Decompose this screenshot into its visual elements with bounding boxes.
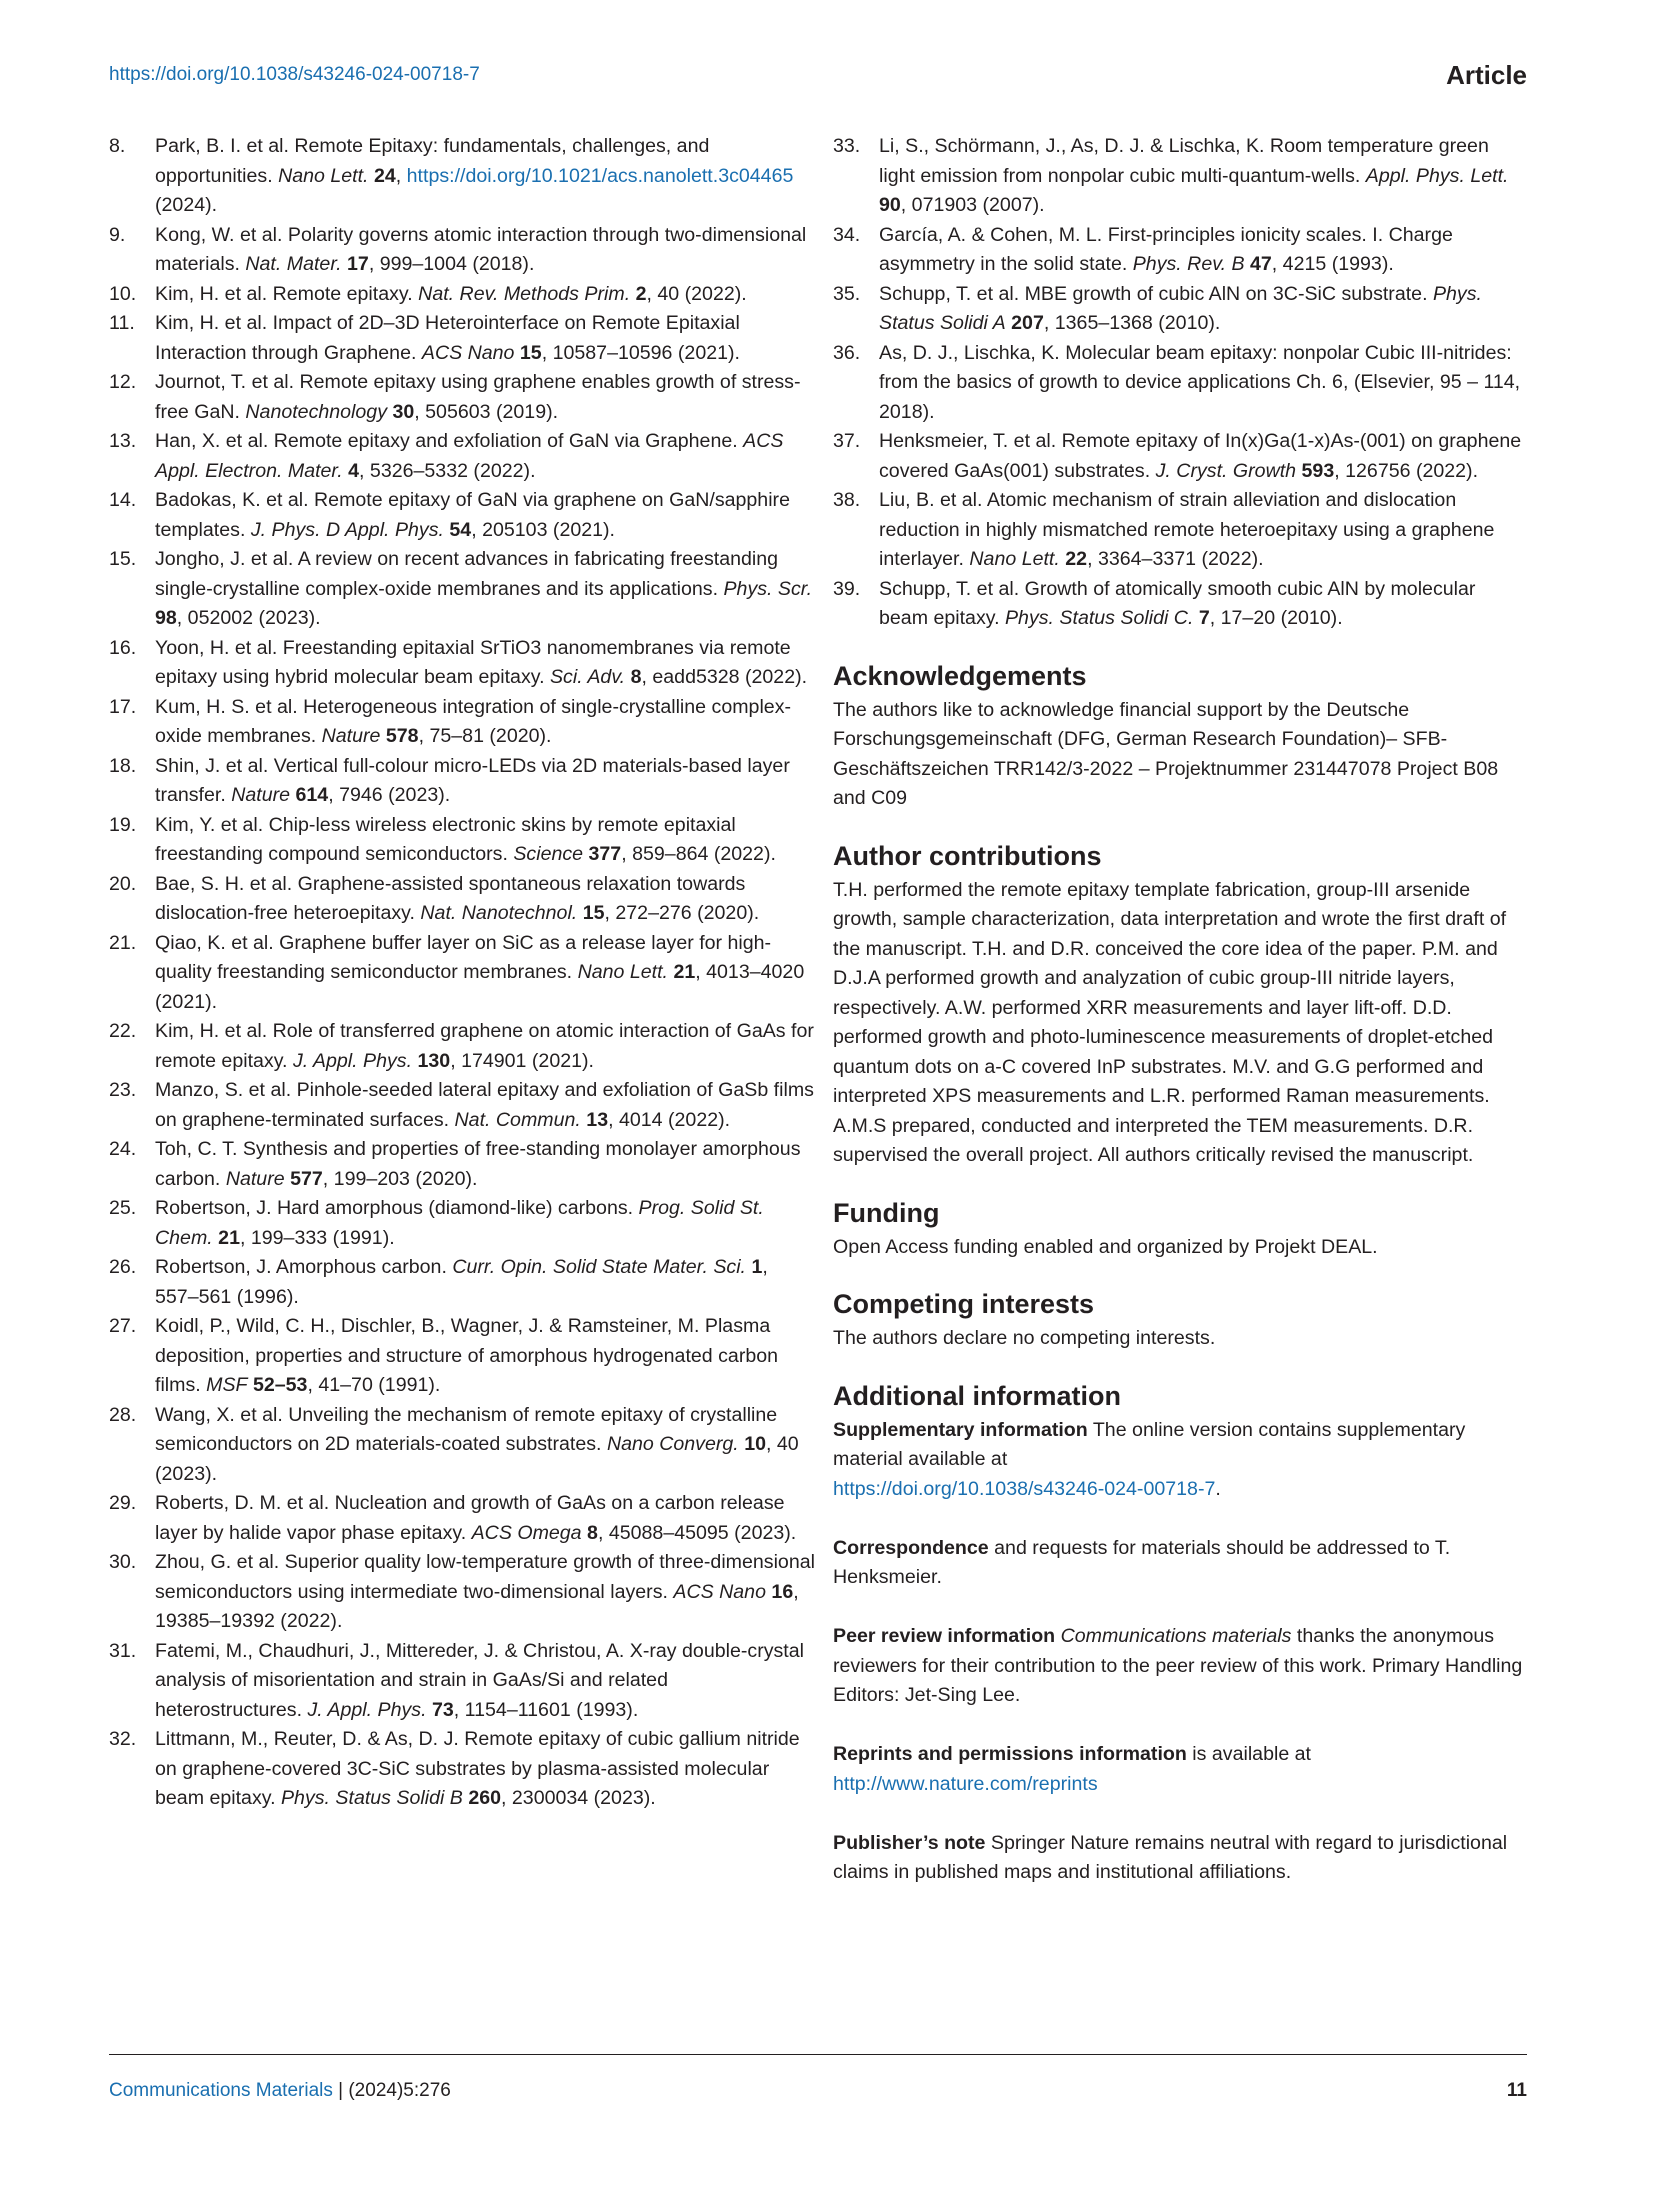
reference-text-segment: Zhou, G. et al. Superior quality low-temperature growth of three-dimensional semiconductors using intermediate two-dimensional layers.: [155, 1551, 815, 1603]
volume-number: 2: [635, 282, 647, 305]
right-column: [833, 132, 1527, 1917]
reference-text-segment: Schupp, T. et al. Growth of atomically smooth cubic AlN by molecular beam epitaxy.: [879, 577, 1476, 629]
reference-text-segment: , 1154–11601 (1993).: [453, 1698, 639, 1721]
correspondence: [833, 1534, 1527, 1593]
reference-number: 23.: [109, 1079, 137, 1101]
reference-text-segment: Kim, H. et al. Role of transferred graphene on atomic interaction of GaAs for remote epitaxy.: [155, 1020, 814, 1072]
additional-information-heading: Additional information: [833, 1380, 1121, 1411]
volume-number: 260: [468, 1787, 502, 1809]
reference-text-segment: , 7946 (2023).: [328, 784, 451, 806]
reference-number: 14.: [109, 489, 137, 511]
reference-text-segment: , 999–1004 (2018).: [368, 253, 535, 275]
reference-doi-link[interactable]: https://doi.org/10.1021/acs.nanolett.3c04465: [406, 164, 794, 187]
reference-text-segment: Littmann, M., Reuter, D. & As, D. J. Remote epitaxy of cubic gallium nitride on graphene-covered 3C-SiC substrates by plasma-assisted molecular beam epitaxy.: [155, 1728, 800, 1809]
footer-journal-name[interactable]: Communications Materials: [109, 2080, 333, 2101]
reprints-link[interactable]: http://www.nature.com/reprints: [833, 1772, 1098, 1795]
journal-name: Nat. Mater.: [245, 253, 342, 275]
reference-number: 28.: [109, 1403, 137, 1426]
reference-item: [833, 280, 1527, 339]
reference-item: [109, 1637, 815, 1726]
reference-text-segment: Kim, H. et al. Impact of 2D–3D Heterointerface on Remote Epitaxial Interaction through Graphene.: [155, 312, 740, 364]
journal-name: Phys. Scr.: [723, 577, 813, 600]
journal-name: Nature: [321, 725, 381, 747]
journal-name: J. Appl. Phys.: [307, 1698, 427, 1721]
reference-text-segment: Manzo, S. et al. Pinhole-seeded lateral epitaxy and exfoliation of GaSb films on graphene-terminated surfaces.: [155, 1079, 814, 1131]
reference-text: [155, 1637, 815, 1726]
correspondence-text: and requests for materials should be addressed to T. Henksmeier.: [833, 1536, 1451, 1588]
reference-text-segment: Han, X. et al. Remote epitaxy and exfoliation of GaN via Graphene.: [155, 430, 744, 452]
reference-text-segment: , 75–81 (2020).: [418, 725, 552, 747]
reference-text: [155, 1017, 815, 1076]
acknowledgements-text: The authors like to acknowledge financial support by the Deutsche Forschungsgemeinschaft (DFG, German Research Foundation)– SFB-Geschäftszeichen TRR142/3-2022 – Projektnummer 231447078 Project B08 and C09: [833, 698, 1499, 809]
volume-number: 17: [347, 253, 369, 275]
reference-text: [155, 1489, 815, 1548]
journal-name: Nano Lett.: [278, 164, 369, 187]
reference-list: [833, 132, 1527, 634]
journal-name: Nano Lett.: [969, 548, 1060, 570]
volume-number: 21: [218, 1226, 240, 1249]
volume-number: 614: [295, 784, 329, 806]
reference-text-segment: , 199–203 (2020).: [322, 1167, 478, 1190]
reference-item: [109, 693, 815, 752]
reference-item: [109, 132, 815, 221]
reference-number: 16.: [109, 636, 137, 659]
reference-number: 25.: [109, 1197, 137, 1219]
reference-item: [109, 1076, 815, 1135]
journal-name: MSF: [206, 1374, 248, 1396]
reference-number: 32.: [109, 1728, 137, 1750]
reference-number: 34.: [833, 223, 861, 246]
reference-text-segment: As, D. J., Lischka, K. Molecular beam epitaxy: nonpolar Cubic III-nitrides: from the basics of growth to device applications Ch. 6, (Elsevier, 95 – 114, 2018).: [879, 341, 1521, 423]
reference-text-segment: , 4013–4020 (2021).: [155, 961, 805, 1013]
volume-number: 47: [1249, 253, 1272, 275]
publisher-note-text: Springer Nature remains neutral with regard to jurisdictional claims in published maps and institutional affiliations.: [833, 1831, 1508, 1883]
volume-number: 207: [1011, 312, 1044, 334]
reprints-label: Reprints and permissions information: [833, 1743, 1187, 1765]
reference-number: 20.: [109, 872, 137, 895]
volume-number: 15: [519, 341, 542, 364]
reference-item: [109, 752, 815, 811]
reference-text: [879, 575, 1527, 634]
journal-name: Sci. Adv.: [549, 666, 626, 688]
reference-item: [833, 427, 1527, 486]
reference-item: [833, 132, 1527, 221]
reprints-text: is available at: [1192, 1743, 1312, 1765]
reference-text-segment: , 505603 (2019).: [414, 400, 559, 423]
reference-text-segment: , 2300034 (2023).: [501, 1787, 656, 1809]
reference-number: 33.: [833, 135, 861, 157]
reference-number: 10.: [109, 282, 137, 305]
journal-name: Nat. Rev. Methods Prim.: [418, 282, 631, 305]
footer-volume-info: | (2024)5:276: [338, 2080, 451, 2101]
reference-text-segment: , 41–70 (1991).: [307, 1374, 441, 1396]
reference-text: [155, 1312, 815, 1401]
reference-text-segment: , 3364–3371 (2022).: [1087, 548, 1264, 570]
reference-text-segment: Roberts, D. M. et al. Nucleation and growth of GaAs on a carbon release layer by halide vapor phase epitaxy.: [155, 1492, 785, 1544]
reference-text: [879, 132, 1527, 221]
reference-text: [879, 221, 1527, 280]
reference-text-segment: Kum, H. S. et al. Heterogeneous integration of single-crystalline complex-oxide membranes.: [155, 695, 792, 747]
page-number: 11: [1506, 2080, 1527, 2101]
reference-text-segment: , 557–561 (1996).: [155, 1256, 768, 1308]
volume-number: 8: [587, 1521, 598, 1544]
reference-text: [155, 1401, 815, 1490]
journal-name: Phys. Status Solidi A: [879, 282, 1482, 334]
reference-text-segment: , 40 (2022).: [646, 282, 747, 305]
journal-name: Nanotechnology: [245, 400, 388, 423]
reference-text-segment: , 10587–10596 (2021).: [541, 341, 740, 364]
reference-text: [879, 427, 1527, 486]
reference-text: [155, 1135, 815, 1194]
reference-text-segment: Henksmeier, T. et al. Remote epitaxy of In(x)Ga(1-x)As-(001) on graphene covered GaAs(001) substrates.: [879, 430, 1522, 482]
volume-number: 1: [751, 1256, 763, 1278]
journal-name: Phys. Status Solidi B: [280, 1787, 463, 1809]
journal-name: ACS Nano: [673, 1580, 766, 1603]
reference-text: [155, 1194, 815, 1253]
journal-name: ACS Nano: [421, 341, 515, 364]
reference-text: [155, 221, 815, 280]
reference-text: [155, 545, 815, 634]
journal-name: ACS Appl. Electron. Mater.: [155, 430, 784, 482]
reference-text-segment: Fatemi, M., Chaudhuri, J., Mittereder, J. & Christou, A. X-ray double-crystal analysis of misorientation and strain in GaAs/Si and related heterostructures.: [155, 1639, 805, 1721]
reference-text-segment: , 126756 (2022).: [1334, 459, 1479, 482]
reference-item: [109, 545, 815, 634]
author-contributions-heading: Author contributions: [833, 840, 1102, 871]
reference-number: 27.: [109, 1315, 137, 1337]
journal-name: Nature: [225, 1167, 285, 1190]
volume-number: 15: [582, 902, 605, 924]
reference-number: 35.: [833, 282, 861, 305]
acknowledgements-heading: Acknowledgements: [833, 660, 1087, 691]
reference-text-segment: Bae, S. H. et al. Graphene-assisted spontaneous relaxation towards dislocation-free heteroepitaxy.: [155, 872, 746, 924]
reference-text-segment: Park, B. I. et al. Remote Epitaxy: fundamentals, challenges, and opportunities.: [155, 135, 710, 187]
volume-number: 10: [744, 1433, 766, 1455]
reprints-information: [833, 1740, 1527, 1799]
reference-text-segment: Jongho, J. et al. A review on recent advances in fabricating freestanding single-crystalline complex-oxide membranes and its applications.: [155, 548, 779, 600]
volume-number: 98: [155, 607, 177, 629]
reference-text-segment: , 859–864 (2022).: [621, 843, 776, 865]
reference-item: [109, 221, 815, 280]
journal-name: Curr. Opin. Solid State Mater. Sci.: [452, 1256, 746, 1278]
reference-number: 13.: [109, 430, 137, 452]
reference-number: 37.: [833, 430, 861, 452]
peer-review-information: [833, 1622, 1527, 1711]
volume-number: 7: [1198, 607, 1210, 629]
reference-text-segment: , 17–20 (2010).: [1209, 607, 1343, 629]
supplementary-information: Supplementary information The online version contains supplementary material available at https://doi.org/10.1038/s43246-024-00718-7.: [833, 1418, 1466, 1500]
reference-text-segment: , 40 (2023).: [155, 1433, 799, 1485]
reference-number: 19.: [109, 813, 137, 836]
reference-number: 22.: [109, 1020, 137, 1042]
journal-name: Prog. Solid St. Chem.: [155, 1197, 764, 1249]
reference-text-segment: , eadd5328 (2022).: [641, 666, 808, 688]
journal-name: Phys. Rev. B: [1132, 253, 1245, 275]
journal-name: J. Cryst. Growth: [1155, 459, 1297, 482]
journal-name: J. Phys. D Appl. Phys.: [250, 518, 444, 541]
reference-text: [155, 309, 815, 368]
volume-number: 377: [588, 843, 622, 865]
reference-item: [109, 1548, 815, 1637]
footer-citation: [109, 2080, 451, 2102]
reference-text-segment: , 174901 (2021).: [450, 1049, 594, 1072]
volume-number: 16: [771, 1580, 794, 1603]
reference-text-segment: Schupp, T. et al. MBE growth of cubic AlN on 3C-SiC substrate.: [879, 282, 1433, 305]
journal-name: ACS Omega: [471, 1521, 582, 1544]
reference-item: [109, 929, 815, 1018]
supplementary-text: The online version contains supplementary material available at: [833, 1418, 1466, 1470]
reference-item: [109, 427, 815, 486]
journal-name: Phys. Status Solidi C.: [1004, 607, 1194, 629]
reference-number: 38.: [833, 489, 861, 511]
reference-number: 18.: [109, 754, 137, 777]
reference-item: [109, 1253, 815, 1312]
article-type-label: Article: [1446, 60, 1527, 90]
reference-text: [155, 427, 815, 486]
reference-text-segment: , 205103 (2021).: [471, 518, 615, 541]
funding-text: Open Access funding enabled and organized by Projekt DEAL.: [833, 1235, 1378, 1258]
reference-text-segment: Li, S., Schörmann, J., As, D. J. & Lischka, K. Room temperature green light emission from nonpolar cubic multi-quantum-wells.: [879, 135, 1489, 187]
reference-text: [155, 1725, 815, 1814]
competing-interests-section: [833, 1287, 1527, 1354]
volume-number: 73: [432, 1698, 454, 1721]
funding-section: [833, 1196, 1527, 1263]
reference-item: [109, 1312, 815, 1401]
reference-text: [155, 870, 815, 929]
peer-review-label: Peer review information: [833, 1625, 1056, 1647]
reference-number: 21.: [109, 931, 137, 954]
reference-text: [155, 1253, 815, 1312]
reference-text: [155, 486, 815, 545]
reference-text-segment: ,: [395, 164, 407, 187]
reference-item: [109, 309, 815, 368]
doi-link[interactable]: https://doi.org/10.1038/s43246-024-00718-7: [109, 64, 480, 85]
reference-text-segment: Toh, C. T. Synthesis and properties of free-standing monolayer amorphous carbon.: [155, 1138, 801, 1190]
journal-name: Nat. Commun.: [454, 1108, 581, 1131]
reference-text-segment: , 199–333 (1991).: [239, 1226, 395, 1249]
competing-interests-text: The authors declare no competing interests.: [833, 1327, 1216, 1349]
reference-item: [109, 870, 815, 929]
correspondence-label: Correspondence: [833, 1536, 989, 1559]
volume-number: 8: [630, 666, 642, 688]
supplementary-label: Supplementary information: [833, 1418, 1088, 1441]
supplementary-link[interactable]: https://doi.org/10.1038/s43246-024-00718-7: [833, 1477, 1216, 1500]
reference-number: 15.: [109, 548, 137, 570]
reference-number: 24.: [109, 1138, 137, 1160]
reference-text: [155, 1548, 815, 1637]
reference-text-segment: Robertson, J. Hard amorphous (diamond-like) carbons.: [155, 1197, 639, 1219]
journal-name: Science: [513, 843, 584, 865]
reference-text-segment: Shin, J. et al. Vertical full-colour micro-LEDs via 2D materials-based layer transfer.: [155, 754, 790, 806]
volume-number: 21: [673, 961, 696, 983]
reference-item: [109, 811, 815, 870]
reference-text-segment: Robertson, J. Amorphous carbon.: [155, 1256, 453, 1278]
reference-text-segment: Koidl, P., Wild, C. H., Dischler, B., Wagner, J. & Ramsteiner, M. Plasma deposition, properties and structure of amorphous hydrogenated carbon films.: [155, 1315, 779, 1396]
journal-name: Nature: [231, 784, 291, 806]
reference-number: 9.: [109, 223, 126, 246]
acknowledgements-section: [833, 659, 1527, 814]
reference-text-segment: Yoon, H. et al. Freestanding epitaxial SrTiO3 nanomembranes via remote epitaxy using hybrid molecular beam epitaxy.: [155, 636, 791, 688]
reference-text: [155, 929, 815, 1018]
journal-name: Nano Lett.: [577, 961, 668, 983]
additional-information-section: [833, 1379, 1527, 1888]
reference-item: [109, 280, 815, 310]
reference-item: [109, 1725, 815, 1814]
reference-number: 39.: [833, 577, 861, 600]
reference-text: [155, 634, 815, 693]
volume-number: 13: [586, 1108, 609, 1131]
volume-number: 90: [879, 194, 901, 216]
reference-number: 36.: [833, 341, 861, 364]
reference-item: [109, 1489, 815, 1548]
volume-number: 130: [417, 1049, 451, 1072]
reference-text-segment: Kong, W. et al. Polarity governs atomic interaction through two-dimensional materials.: [155, 223, 807, 275]
reference-text-segment: Journot, T. et al. Remote epitaxy using graphene enables growth of stress-free GaN.: [155, 371, 801, 423]
reference-text-segment: , 19385–19392 (2022).: [155, 1580, 799, 1632]
reference-item: [109, 368, 815, 427]
journal-name: Nano Converg.: [606, 1433, 739, 1455]
volume-number: 54: [449, 518, 472, 541]
reference-item: [109, 1135, 815, 1194]
reference-number: 11.: [109, 312, 135, 334]
reference-number: 30.: [109, 1551, 137, 1573]
publisher-note-label: Publisher’s note: [833, 1831, 986, 1854]
reference-text-segment: , 071903 (2007).: [900, 194, 1045, 216]
reference-text-segment: , 1365–1368 (2010).: [1043, 312, 1221, 334]
reference-item: [833, 575, 1527, 634]
reference-item: [109, 1194, 815, 1253]
reference-number: 12.: [109, 371, 137, 393]
reference-text: [155, 752, 815, 811]
publisher-note: [833, 1829, 1527, 1888]
volume-number: 577: [290, 1167, 323, 1190]
reference-item: [109, 1401, 815, 1490]
reference-item: [109, 486, 815, 545]
reference-text-segment: , 4215 (1993).: [1271, 253, 1394, 275]
reference-text-segment: , 052002 (2023).: [176, 607, 321, 629]
reference-item: [109, 1017, 815, 1076]
volume-number: 4: [348, 459, 360, 482]
reference-text: [155, 1076, 815, 1135]
journal-name: Nat. Nanotechnol.: [420, 902, 578, 924]
reference-text-segment: Liu, B. et al. Atomic mechanism of strain alleviation and dislocation reduction in highly mismatched remote heteroepitaxy using a graphene interlayer.: [879, 489, 1495, 570]
reference-text-segment: Wang, X. et al. Unveiling the mechanism of remote epitaxy of crystalline semiconductors on 2D materials-coated substrates.: [155, 1403, 778, 1455]
reference-text-segment: Qiao, K. et al. Graphene buffer layer on SiC as a release layer for high-quality freestanding semiconductor membranes.: [155, 931, 772, 983]
volume-number: 593: [1301, 459, 1335, 482]
reference-text-segment: (2024).: [155, 194, 218, 216]
reference-text: [155, 693, 815, 752]
volume-number: 30: [392, 400, 415, 423]
reference-number: 17.: [109, 695, 137, 718]
reference-text: [155, 368, 815, 427]
peer-review-text: thanks the anonymous reviewers for their contribution to the peer review of this work. Primary Handling Editors: Jet-Sing Lee.: [833, 1625, 1523, 1706]
volume-number: 52–53: [252, 1374, 308, 1396]
reference-number: 8.: [109, 135, 126, 157]
reference-number: 31.: [109, 1639, 137, 1662]
footer-divider: [109, 2054, 1527, 2055]
reference-list: [109, 132, 815, 1814]
author-contributions-section: [833, 839, 1527, 1171]
reference-item: [833, 486, 1527, 575]
reference-item: [833, 221, 1527, 280]
peer-review-journal: Communications materials: [1060, 1625, 1292, 1647]
journal-name: J. Appl. Phys.: [292, 1049, 413, 1072]
volume-number: 578: [385, 725, 419, 747]
reference-number: 29.: [109, 1492, 137, 1514]
reference-text: [879, 339, 1527, 428]
reference-text-segment: , 45088–45095 (2023).: [597, 1521, 797, 1544]
reference-text: [155, 132, 815, 221]
reference-text-segment: , 4014 (2022).: [608, 1108, 731, 1131]
funding-heading: Funding: [833, 1197, 940, 1228]
volume-number: 22: [1065, 548, 1088, 570]
references-column-left: [109, 132, 815, 1814]
journal-name: Appl. Phys. Lett.: [1365, 164, 1509, 187]
author-contributions-text: T.H. performed the remote epitaxy template fabrication, group-III arsenide growth, sample characterization, data interpretation and wrote the first draft of the manuscript. T.H. and D.R. conceived the core idea of the paper. P.M. and D.J.A performed growth and analyzation of cubic group-III nitride layers, respectively. A.W. performed XRR measurements and layer lift-off. D.D. performed growth and photo-luminescence measurements of droplet-etched quantum dots on a-C covered InP substrates. M.V. and G.G performed and interpreted XPS measurements and L.R. performed Raman measurements. A.M.S prepared, conducted and interpreted the TEM measurements. D.R. supervised the overall project. All authors critically revised the manuscript.: [833, 878, 1507, 1166]
reference-text-segment: García, A. & Cohen, M. L. First-principles ionicity scales. I. Charge asymmetry in the solid state.: [879, 223, 1453, 275]
reference-text-segment: , 5326–5332 (2022).: [359, 459, 536, 482]
volume-number: 24: [373, 164, 396, 187]
reference-text: [155, 811, 815, 870]
reference-text: [879, 486, 1527, 575]
reference-text: [155, 280, 815, 310]
reference-text-segment: , 272–276 (2020).: [604, 902, 760, 924]
reference-text: [879, 280, 1527, 339]
reference-text-segment: Kim, Y. et al. Chip-less wireless electronic skins by remote epitaxial freestanding compound semiconductors.: [155, 813, 736, 865]
reference-item: [833, 339, 1527, 428]
reference-text-segment: Kim, H. et al. Remote epitaxy.: [155, 282, 419, 305]
competing-interests-heading: Competing interests: [833, 1289, 1095, 1319]
reference-number: 26.: [109, 1256, 137, 1278]
reference-text-segment: Badokas, K. et al. Remote epitaxy of GaN via graphene on GaN/sapphire templates.: [155, 489, 790, 541]
reference-item: [109, 634, 815, 693]
